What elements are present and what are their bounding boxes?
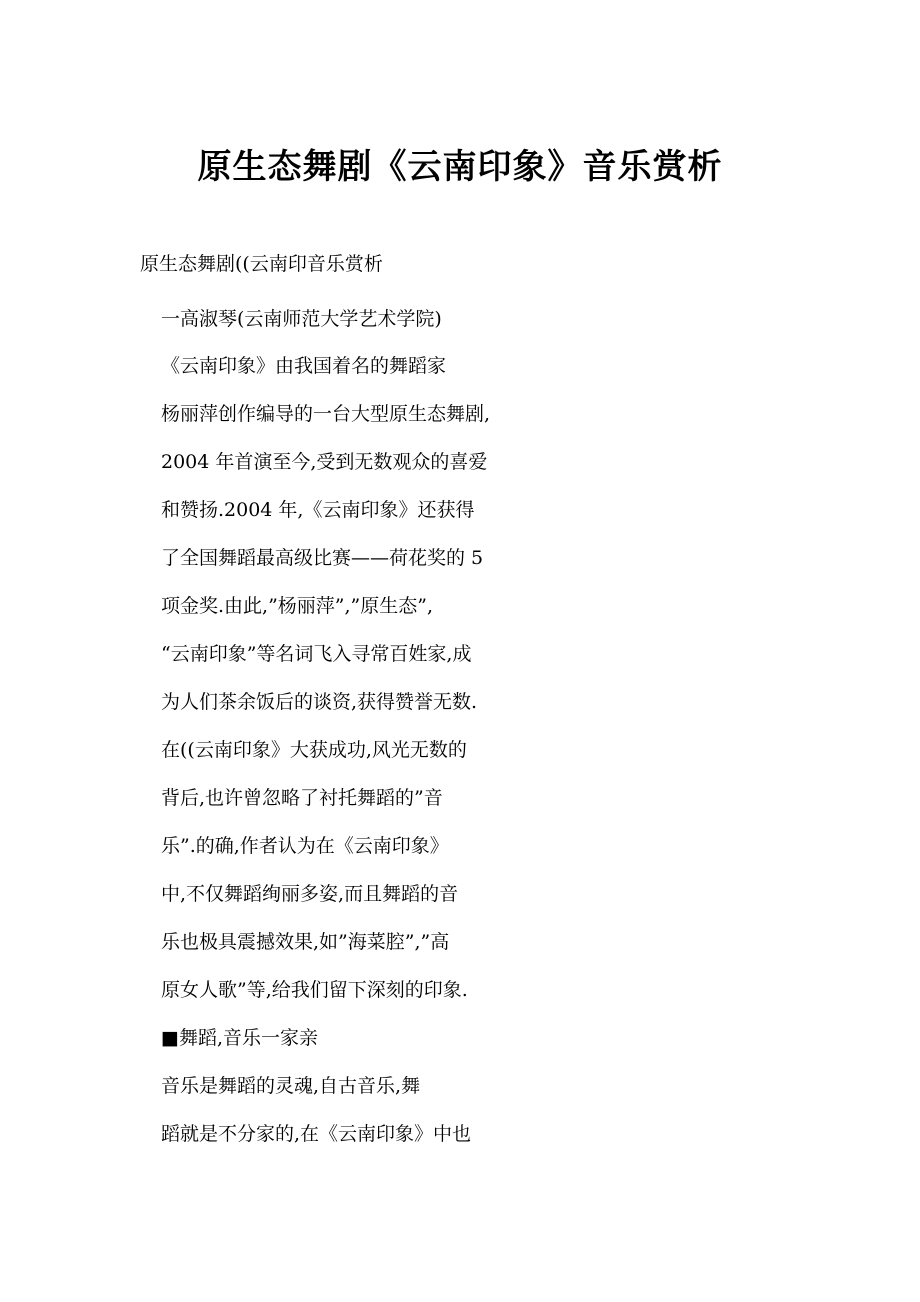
body-line: 和赞扬.2004 年,《云南印象》还获得: [161, 499, 475, 521]
document-title: 原生态舞剧《云南印象》音乐赏析: [197, 147, 723, 187]
body-line: 在((云南印象》大获成功,风光无数的: [161, 739, 467, 761]
body-line: 乐也极具震撼效果,如”海菜腔”,”高: [161, 931, 450, 953]
body-line: 音乐是舞蹈的灵魂,自古音乐,舞: [161, 1075, 421, 1097]
body-line: 原生态舞剧((云南印音乐赏析: [140, 253, 383, 275]
body-line: 蹈就是不分家的,在《云南印象》中也: [161, 1123, 472, 1145]
body-line: 了全国舞蹈最高级比赛——荷花奖的 5: [161, 547, 484, 569]
body-line: 杨丽萍创作编导的一台大型原生态舞剧,: [161, 403, 491, 425]
body-line: 中,不仅舞蹈绚丽多姿,而且舞蹈的音: [161, 883, 459, 905]
section-heading: ■舞蹈,音乐一家亲: [161, 1027, 318, 1049]
body-line: “云南印象”等名词飞入寻常百姓家,成: [161, 643, 472, 665]
body-line: 2004 年首演至今,受到无数观众的喜爱: [161, 451, 488, 473]
body-line: 一高淑琴(云南师范大学艺术学院): [161, 308, 442, 330]
body-line: 项金奖.由此,”杨丽萍”,”原生态”,: [161, 595, 434, 617]
body-line: 《云南印象》由我国着名的舞蹈家: [161, 355, 447, 377]
body-line: 原女人歌”等,给我们留下深刻的印象.: [161, 979, 468, 1001]
body-line: 乐”.的确,作者认为在《云南印象》: [161, 835, 449, 857]
body-line: 背后,也许曾忽略了衬托舞蹈的”音: [161, 787, 443, 809]
body-line: 为人们茶余饭后的谈资,获得赞誉无数.: [161, 691, 478, 713]
